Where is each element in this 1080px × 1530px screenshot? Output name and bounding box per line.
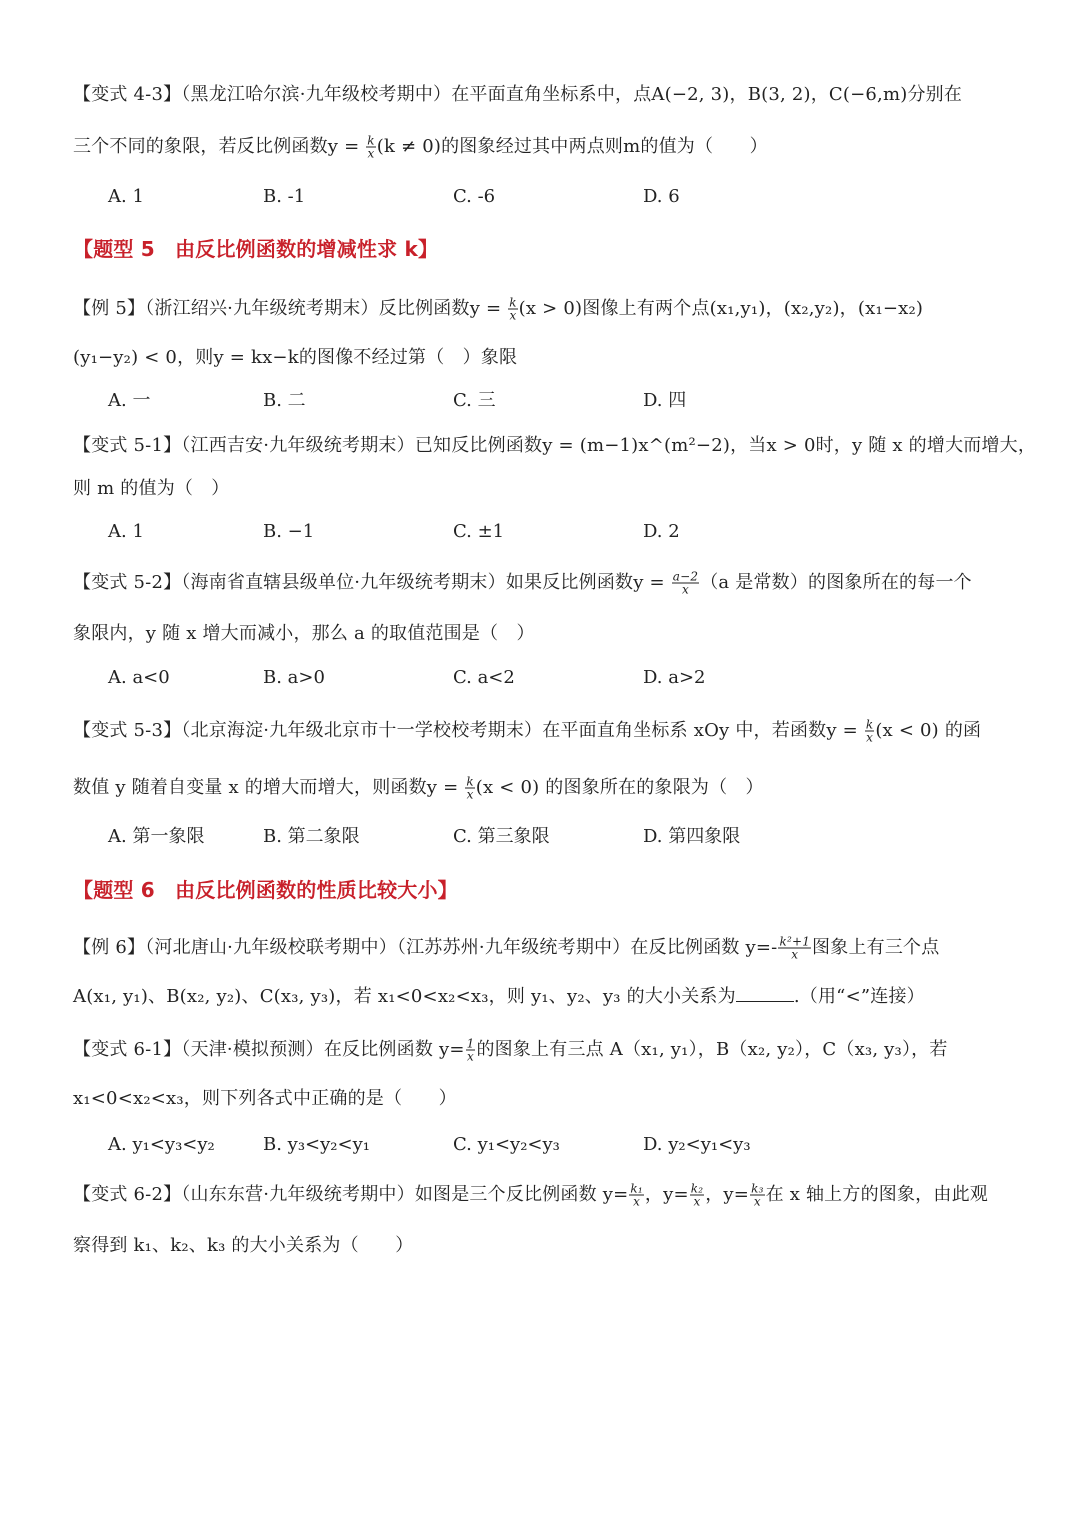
fraction bbox=[750, 1183, 764, 1208]
answer-option: D. 第四象限 bbox=[643, 826, 741, 847]
answer-option: B. a>0 bbox=[263, 667, 325, 688]
fraction-denominator: x bbox=[466, 787, 474, 802]
question-text-line: 【变式 6-2】（山东东营·九年级统考期中）如图是三个反比例函数 y= $\frac{\text{k₁}}{x}$ ，y= $\frac{\text{k₂}}{x}$ ，y= $\frac{\text{k₃}}{x}$ 在 x 轴上方的图象，由此观 bbox=[73, 1181, 988, 1209]
fraction-denominator: x bbox=[509, 308, 517, 323]
section-heading: 【题型 5 由反比例函数的增减性求 k】 bbox=[73, 237, 439, 261]
question-text-line: x₁<0<x₂<x₃，则下列各式中正确的是（ ） bbox=[73, 1088, 457, 1109]
question-text-line: 数值 y 随着自变量 x 的增大而增大，则函数y = $\frac{k}{x}$ (x < 0) 的图象所在的象限为（ ） bbox=[73, 774, 764, 802]
answer-option: D. y₂<y₁<y₃ bbox=[643, 1134, 751, 1155]
fraction-denominator: x bbox=[866, 730, 874, 745]
fraction bbox=[508, 297, 517, 322]
answer-option: B. −1 bbox=[263, 521, 315, 542]
answer-option: C. y₁<y₂<y₃ bbox=[453, 1134, 560, 1155]
fraction-numerator: k₁ bbox=[630, 1181, 643, 1196]
fraction bbox=[465, 776, 474, 801]
answer-option: A. 1 bbox=[108, 186, 144, 207]
fraction-numerator: k₂ bbox=[690, 1181, 704, 1196]
fraction-numerator: k bbox=[367, 133, 375, 148]
answer-option: C. a<2 bbox=[453, 667, 515, 688]
answer-blank bbox=[736, 985, 794, 1002]
fraction-denominator: x bbox=[791, 947, 799, 962]
fraction-numerator: k bbox=[466, 774, 474, 789]
fraction-denominator: x bbox=[367, 146, 375, 161]
answer-option: B. 二 bbox=[263, 390, 306, 411]
answer-option: B. y₃<y₂<y₁ bbox=[263, 1134, 370, 1155]
answer-option: A. y₁<y₃<y₂ bbox=[108, 1134, 215, 1155]
fraction-denominator: x bbox=[633, 1194, 641, 1209]
answer-option: C. 三 bbox=[453, 390, 496, 411]
question-text-line: 【例 5】（浙江绍兴·九年级统考期末）反比例函数y = $\frac{k}{x}$ (x > 0)图像上有两个点(x₁,y₁)，(x₂,y₂)，(x₁−x₂) bbox=[73, 295, 924, 323]
question-text-line: 【变式 5-2】（海南省直辖县级单位·九年级统考期末）如果反比例函数y = $\frac{a-2}{x}$ （a 是常数）的图象所在的每一个 bbox=[73, 569, 972, 597]
fraction-numerator: 1 bbox=[466, 1036, 475, 1051]
section-heading: 【题型 6 由反比例函数的性质比较大小】 bbox=[73, 878, 458, 902]
answer-option: C. -6 bbox=[453, 186, 496, 207]
fraction-numerator: k bbox=[509, 295, 517, 310]
fraction bbox=[672, 571, 699, 596]
answer-option: A. 第一象限 bbox=[108, 826, 205, 847]
question-text-line: 【变式 4-3】（黑龙江哈尔滨·九年级校考期中）在平面直角坐标系中，点A(−2, 3)，B(3, 2)，C(−6,m)分别在 bbox=[73, 84, 963, 105]
answer-option: A. 一 bbox=[108, 390, 151, 411]
fraction bbox=[629, 1183, 643, 1208]
answer-option: D. 2 bbox=[643, 521, 680, 542]
question-text-line: 则 m 的值为（ ） bbox=[73, 478, 230, 499]
fraction-denominator: x bbox=[693, 1194, 701, 1209]
fraction bbox=[690, 1183, 704, 1208]
answer-option: D. 6 bbox=[643, 186, 680, 207]
fraction-numerator: a−2 bbox=[672, 569, 699, 584]
answer-option: D. a>2 bbox=[643, 667, 706, 688]
question-text-line: 象限内，y 随 x 增大而减小，那么 a 的取值范围是（ ） bbox=[73, 623, 535, 644]
question-text-line: 【变式 6-1】（天津·模拟预测）在反比例函数 y= $\frac{1}{x}$ 的图象上有三点 A（x₁, y₁），B（x₂, y₂），C（x₃, y₃），若 bbox=[73, 1036, 948, 1064]
question-text-line: 【例 6】（河北唐山·九年级校联考期中）（江苏苏州·九年级统考期中）在反比例函数 y=- $\frac{\text{k²+1}}{x}$ 图象上有三个点 bbox=[73, 934, 940, 962]
answer-option: A. 1 bbox=[108, 521, 144, 542]
fraction-numerator: k₃ bbox=[751, 1181, 764, 1196]
question-text-line: 察得到 k₁、k₂、k₃ 的大小关系为（ ） bbox=[73, 1235, 414, 1256]
fraction bbox=[778, 936, 811, 961]
answer-option: C. 第三象限 bbox=[453, 826, 550, 847]
answer-option: D. 四 bbox=[643, 390, 687, 411]
fraction-denominator: x bbox=[467, 1049, 475, 1064]
fraction-denominator: x bbox=[681, 582, 689, 597]
question-text-line: (y₁−y₂) < 0，则y = kx−k的图像不经过第（ ）象限 bbox=[73, 347, 518, 368]
question-text-line: 【变式 5-1】（江西吉安·九年级统考期末）已知反比例函数y = (m−1)x^(m²−2)，当x > 0时，y 随 x 的增大而增大， bbox=[73, 435, 1037, 456]
fraction bbox=[366, 135, 375, 160]
answer-option: A. a<0 bbox=[108, 667, 170, 688]
answer-option: B. 第二象限 bbox=[263, 826, 360, 847]
answer-option: B. -1 bbox=[263, 186, 306, 207]
fraction-numerator: k²+1 bbox=[779, 934, 811, 949]
answer-option: C. ±1 bbox=[453, 521, 505, 542]
fraction-numerator: k bbox=[865, 717, 874, 732]
fraction bbox=[466, 1038, 476, 1063]
question-text-line: 三个不同的象限，若反比例函数y = $\frac{k}{x}$ (k ≠ 0)的图象经过其中两点则m的值为（ ） bbox=[73, 133, 768, 161]
fraction-denominator: x bbox=[753, 1194, 761, 1209]
question-text-line: 【变式 5-3】（北京海淀·九年级北京市十一学校校考期末）在平面直角坐标系 xOy 中，若函数y = $\frac{k}{x}$ (x < 0) 的函 bbox=[73, 717, 982, 745]
question-text-line: A(x₁, y₁)、B(x₂, y₂)、C(x₃, y₃)，若 x₁<0<x₂<x₃，则 y₁、y₂、y₃ 的大小关系为 .（用“<”连接） bbox=[73, 986, 925, 1007]
fraction bbox=[865, 719, 874, 744]
